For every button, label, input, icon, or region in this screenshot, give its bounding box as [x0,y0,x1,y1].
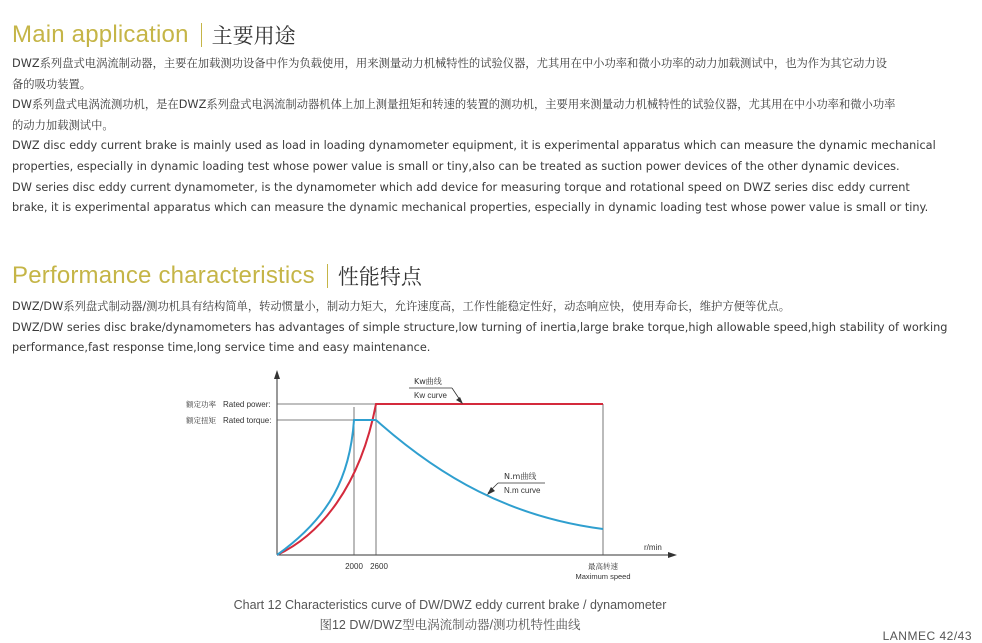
x-tick-2600: 2600 [370,562,388,571]
x-tick-2000: 2000 [345,562,363,571]
kw-curve-label-en: Kw curve [414,391,447,400]
x-axis-label: r/min [644,543,662,552]
text-line: 的动力加载测试中。 [12,118,114,132]
text-line: DWZ disc eddy current brake is mainly used as load in loading dynamometer equipment, it is experimental apparatus which can measure the dynamic mechanical [12,139,936,153]
text-line: performance,fast response time,long service time and easy maintenance. [12,341,431,355]
chart-caption-zh: 图12 DW/DWZ型电涡流制动器/测功机特性曲线 [319,618,581,632]
heading-en: Performance characteristics [12,262,315,289]
text-line: DWZ/DW系列盘式制动器/测功机具有结构简单，转动惯量小，制动力矩大，允许速度高，工作性能稳定性好，动态响应快，使用寿命长，维护方便等优点。 [12,300,791,313]
heading-divider [327,264,328,288]
main-application-text [12,54,962,219]
text-line: properties, especially in dynamic loading test whose power value is small or tiny,also can be treated as suction power devices of the other dynamic devices. [12,159,900,173]
performance-heading [12,261,422,291]
text-line: DWZ/DW series disc brake/dynamometers has advantages of simple structure,low turning of inertia,large brake torque,high allowable speed,high stability of working [12,320,948,334]
performance-text [12,297,962,359]
nm-curve-label-zh: N.m曲线 [504,472,537,481]
y-tick-rated-power-zh: 额定功率 [186,400,216,409]
kw-curve-label-zh: Kw曲线 [414,377,442,386]
y-tick-rated-power-en: Rated power: [223,400,271,409]
text-line: DW系列盘式电涡流测功机，是在DWZ系列盘式电涡流制动器机体上加上测量扭矩和转速的装置的测功机，主要用来测量动力机械特性的试验仪器，尤其用在中小功率和微小功率 [12,98,896,112]
page-number: LANMEC 42/43 [882,629,972,643]
text-line: DW series disc eddy current dynamometer, is the dynamometer which add device for measuring torque and rotational speed on DWZ series disc eddy current [12,180,910,194]
text-line: DWZ系列盘式电涡流制动器，主要在加载测功设备中作为负载使用，用来测量动力机械特性的试验仪器，尤其用在中小功率和微小功率的动力加载测试中，也为作为其它动力设 [12,57,887,70]
chart-caption-en: Chart 12 Characteristics curve of DW/DWZ eddy current brake / dynamometer [233,598,667,612]
nm-curve-label [487,471,545,495]
text-line: brake, it is experimental apparatus which can measure the dynamic mechanical properties, especially in dynamic loading test whose power value is small or tiny. [12,201,929,215]
x-axis-arrow [668,552,677,558]
nm-curve-label-en: N.m curve [504,486,541,495]
heading-en: Main application [12,21,189,48]
y-tick-rated-torque-en: Rated torque: [223,416,272,425]
y-axis-arrow [274,370,280,379]
heading-divider [201,23,202,47]
main-application-heading [12,20,296,50]
characteristics-chart [180,367,700,583]
nm-curve [277,420,603,555]
heading-zh: 性能特点 [337,265,422,289]
x-tick-max-zh: 最高转速 [588,562,618,571]
kw-curve [277,404,603,555]
x-tick-max-en: Maximum speed [575,572,631,581]
text-line: 备的吸功装置。 [12,77,92,91]
kw-curve-label [409,376,463,404]
y-tick-rated-torque-zh: 额定扭矩 [186,416,216,425]
heading-zh: 主要用途 [211,24,296,48]
